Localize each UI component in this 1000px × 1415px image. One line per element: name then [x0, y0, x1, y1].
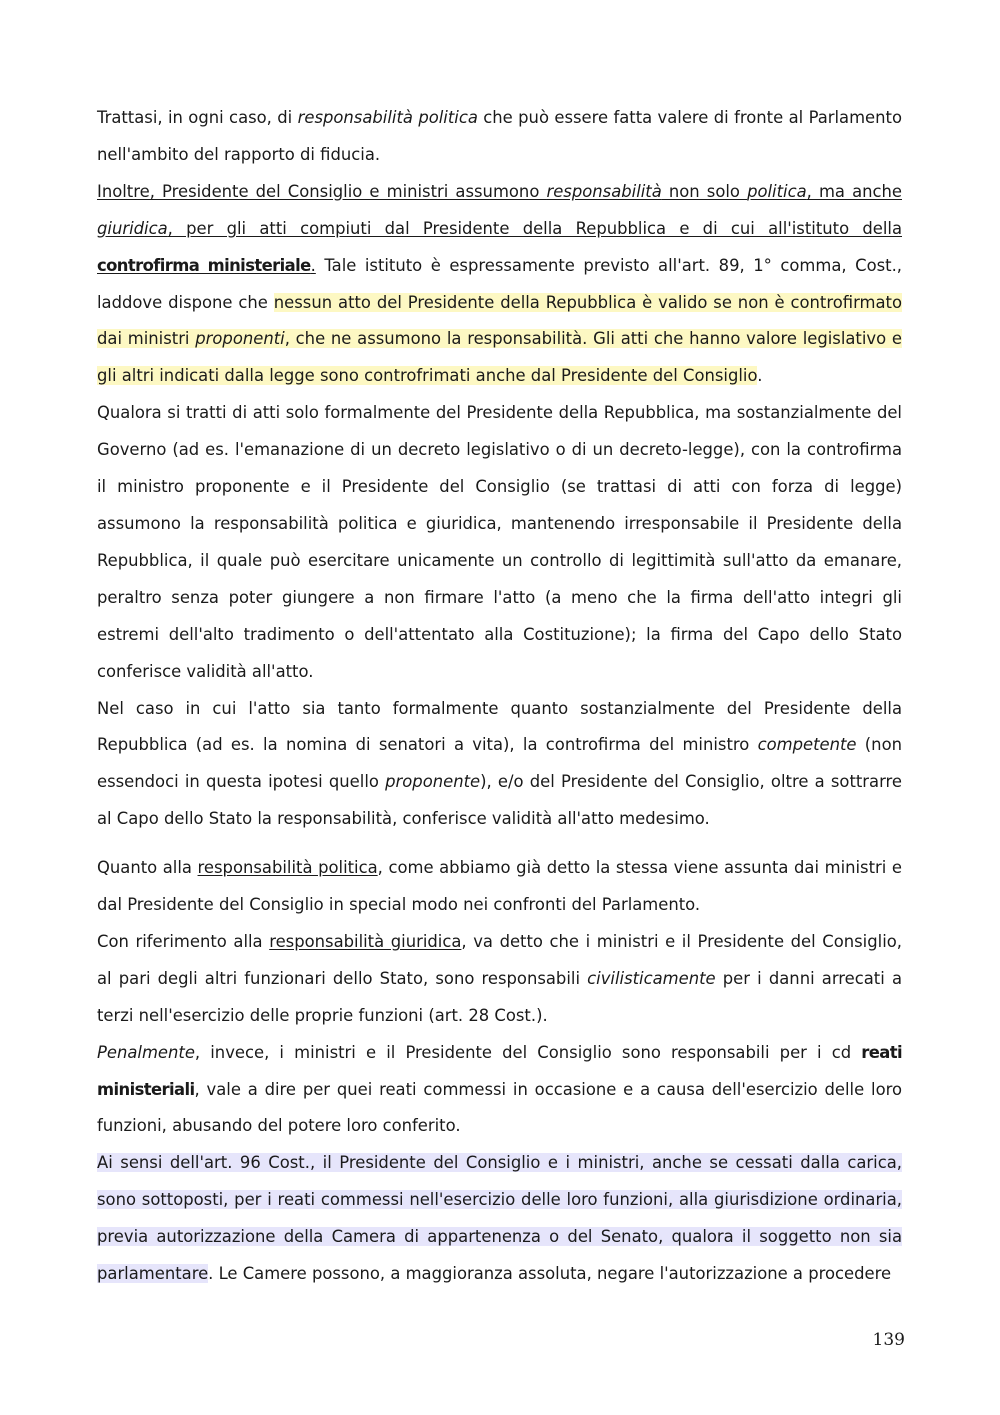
text-run: , va detto che i ministri e il Presidente del Consiglio, al pari degli altri funzionari dello Stato, sono responsabili — [97, 931, 902, 988]
paragraph-3: Qualora si tratti di atti solo formalmente del Presidente della Repubblica, ma sostanzialmente del Governo (ad es. l'emanazione di un decreto legislativo o di un decreto-legge), con la controfirma il ministro proponente e il Presidente del Consiglio (se trattasi di atti con forza di legge) assumono la responsabilità politica e giuridica, mantenendo irresponsabile il Presidente della Repubblica, il quale può esercitare unicamente un controllo di legittimità sull'atto da emanare, peraltro senza poter giungere a non firmare l'atto (a meno che la firma dell'atto integri gli estremi dell'alto tradimento o dell'attentato alla Costituzione); la firma del Capo dello Stato conferisce validità all'atto. — [97, 403, 902, 681]
text-run: , che ne assumono la responsabilità. Gli atti che hanno valore legislativo e gli altri indicati dalla legge sono controfrimati anche dal Presidente del Consiglio — [97, 329, 902, 386]
text-run: che può essere fatta valere di fronte al Parlamento nell'ambito del rapporto di fiducia. — [97, 108, 902, 164]
italic-term: responsabilità — [546, 181, 662, 201]
paragraph-6 — [97, 924, 902, 1035]
text-run: Quanto alla — [97, 858, 198, 878]
italic-term: proponenti — [195, 329, 285, 349]
italic-term: politica — [747, 181, 807, 201]
text-run: Trattasi, in ogni caso, di — [97, 108, 298, 127]
text-run: per i danni arrecati a terzi nell'esercizio delle proprie funzioni (art. 28 Cost.). — [97, 968, 902, 1025]
text-run: , per gli atti compiuti dal Presidente della Repubblica e di cui all'istituto della — [167, 218, 902, 238]
text-run: , vale a dire per quei reati commessi in occasione e a causa dell'esercizio delle loro funzioni, abusando del potere loro conferito. — [97, 1079, 902, 1136]
text-run: . — [310, 255, 316, 275]
underlined-term: responsabilità giuridica — [269, 931, 462, 951]
text-run: Tale istituto è espressamente previsto all'art. 89, 1° comma, Cost., laddove dispone che — [97, 255, 902, 312]
text-run: Con riferimento alla — [97, 931, 270, 951]
italic-term: Penalmente — [97, 1042, 195, 1062]
paragraph-7 — [97, 1035, 902, 1146]
italic-term: civilisticamente — [587, 968, 716, 988]
text-run: ), e/o del Presidente del Consiglio, oltre a sottrarre al Capo dello Stato la responsabilità, conferisce validità all'atto medesimo. — [97, 772, 902, 829]
paragraph-5 — [97, 850, 902, 924]
text-run: non solo — [661, 181, 748, 201]
text-run: . — [757, 366, 763, 386]
body-text — [97, 100, 902, 1293]
page-number: 139 — [872, 1330, 905, 1350]
text-run: , ma anche — [806, 181, 902, 201]
text-run: Inoltre, Presidente del Consiglio e ministri assumono — [97, 181, 547, 201]
blue-highlight: Ai sensi dell'art. 96 Cost., il Presidente del Consiglio e i ministri, anche se cessati dalla carica, sono sottoposti, per i reati commessi nell'esercizio delle loro funzioni, alla giurisdizione ordinaria, previa autorizzazione della Camera di appartenenza o del Senato, qualora il soggetto non sia parlamentare — [97, 1153, 902, 1284]
bold-term: reati ministeriali — [97, 1042, 902, 1099]
italic-term: proponente — [385, 772, 481, 792]
text-run: , invece, i ministri e il Presidente del Consiglio sono responsabili per i cd — [194, 1042, 862, 1062]
italic-term: competente — [757, 735, 857, 755]
paragraph-2 — [97, 174, 902, 395]
text-run: , come abbiamo già detto la stessa viene assunta dai ministri e dal Presidente del Consiglio in special modo nei confronti del Parlamento. — [97, 858, 902, 915]
text-run: . Le Camere possono, a maggioranza assoluta, negare l'autorizzazione a procedere — [208, 1264, 892, 1284]
italic-term: giuridica — [97, 218, 168, 238]
bold-term: controfirma ministeriale — [97, 255, 311, 275]
italic-term: responsabilità politica — [297, 108, 478, 127]
text-run: Nel caso in cui l'atto sia tanto formalmente quanto sostanzialmente del Presidente della Repubblica (ad es. la nomina di senatori a vita), la controfirma del ministro — [97, 698, 902, 755]
text-run: (non essendoci in questa ipotesi quello — [97, 735, 902, 792]
paragraph-8 — [97, 1145, 902, 1293]
paragraph-1 — [97, 100, 902, 174]
paragraph-4 — [97, 691, 902, 839]
underlined-term: responsabilità politica — [197, 858, 378, 878]
text-run: nessun atto del Presidente della Repubblica è valido se non è controfirmato dai ministri — [97, 292, 902, 349]
